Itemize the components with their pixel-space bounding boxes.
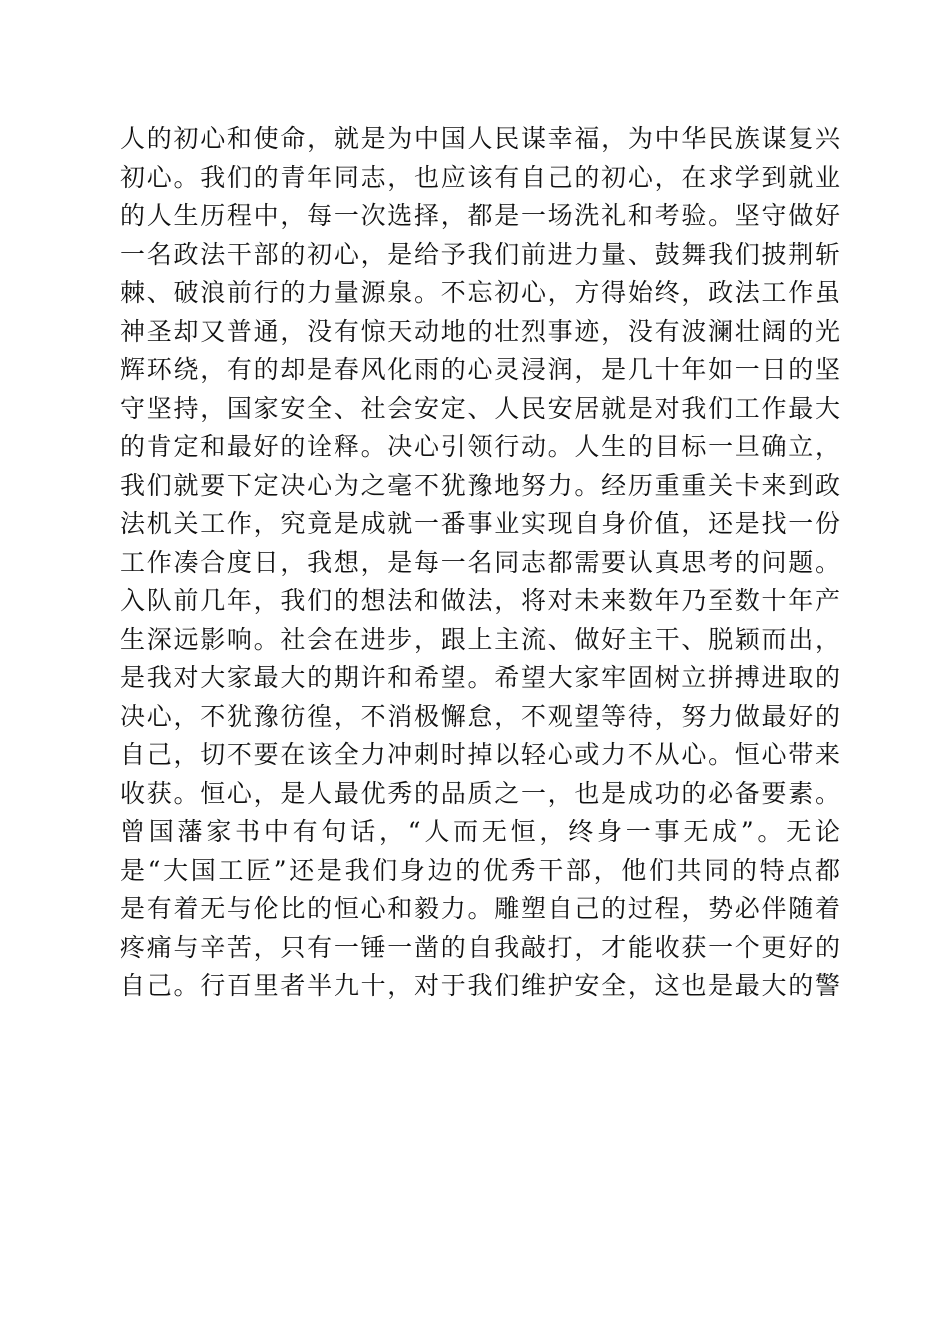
- text-line: 我们就要下定决心为之毫不犹豫地努力。经历重重关卡来到政: [120, 470, 840, 500]
- text-line: 生深远影响。社会在进步，跟上主流、做好主干、脱颖而出，: [120, 624, 840, 654]
- text-line: 工作凑合度日，我想，是每一名同志都需要认真思考的问题。: [120, 547, 840, 577]
- text-line: 一名政法干部的初心，是给予我们前进力量、鼓舞我们披荆斩: [120, 239, 840, 269]
- text-line: 是我对大家最大的期许和希望。希望大家牢固树立拼搏进取的: [120, 663, 840, 692]
- text-line: 收获。恒心，是人最优秀的品质之一，也是成功的必备要素。: [120, 778, 840, 808]
- text-line: 疼痛与辛苦，只有一锤一凿的自我敲打，才能收获一个更好的: [120, 932, 840, 962]
- text-line: 的人生历程中，每一次选择，都是一场洗礼和考验。坚守做好: [120, 201, 840, 230]
- text-line: 初心。我们的青年同志，也应该有自己的初心，在求学到就业: [120, 162, 840, 192]
- text-line: 人的初心和使命，就是为中国人民谋幸福，为中华民族谋复兴: [120, 124, 840, 153]
- text-line: 自己。行百里者半九十，对于我们维护安全，这也是最大的警: [120, 971, 840, 1000]
- text-line: 神圣却又普通，没有惊天动地的壮烈事迹，没有波澜壮阔的光: [120, 316, 840, 346]
- text-line: 守坚持，国家安全、社会安定、人民安居就是对我们工作最大: [120, 393, 840, 423]
- text-line: 曾国藩家书中有句话，“人而无恒，终身一事无成”。无论: [120, 817, 840, 846]
- text-line: 决心，不犹豫彷徨，不消极懈怠，不观望等待，努力做最好的: [120, 701, 840, 731]
- text-line: 是有着无与伦比的恒心和毅力。雕塑自己的过程，势必伴随着: [120, 894, 840, 923]
- text-line: 棘、破浪前行的力量源泉。不忘初心，方得始终，政法工作虽: [120, 278, 840, 307]
- body-text: [120, 120, 840, 1006]
- text-line: 是“大国工匠”还是我们身边的优秀干部，他们共同的特点都: [120, 855, 840, 885]
- text-line: 入队前几年，我们的想法和做法，将对未来数年乃至数十年产: [120, 586, 840, 615]
- text-line: 自己，切不要在该全力冲刺时掉以轻心或力不从心。恒心带来: [120, 740, 840, 769]
- text-line: 法机关工作，究竟是成就一番事业实现自身价值，还是找一份: [120, 509, 840, 538]
- text-line: 辉环绕，有的却是春风化雨的心灵浸润，是几十年如一日的坚: [120, 355, 840, 384]
- text-line: 的肯定和最好的诠释。决心引领行动。人生的目标一旦确立，: [120, 432, 840, 461]
